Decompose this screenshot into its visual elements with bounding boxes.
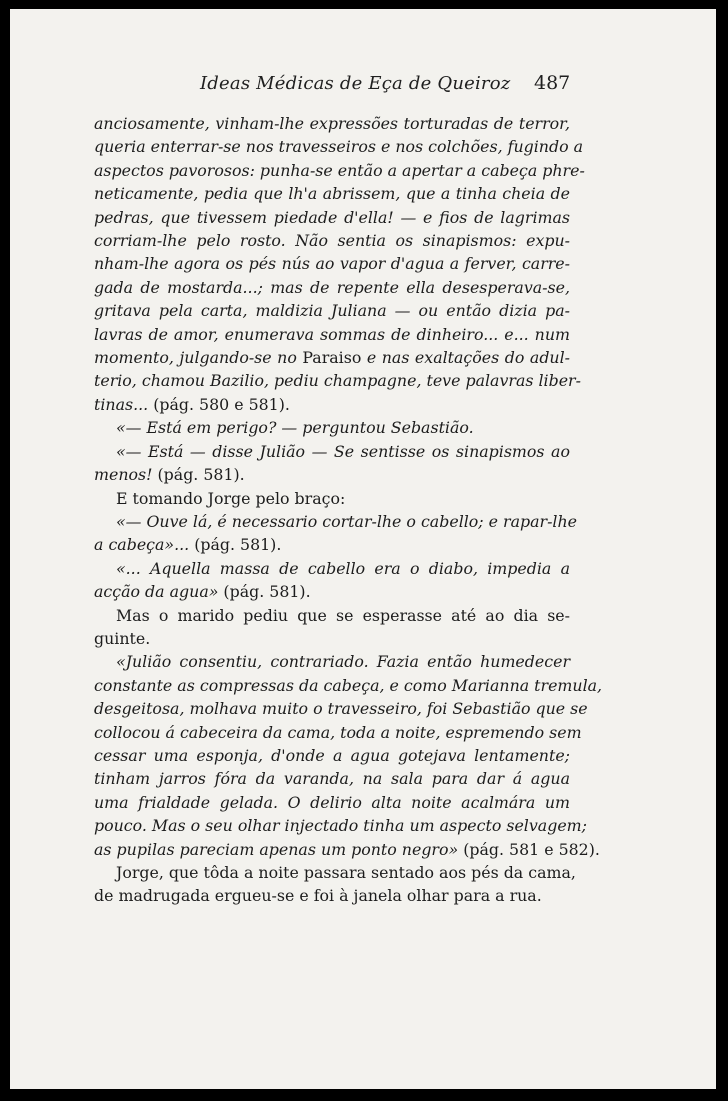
text-segment: queria enterrar-se nos travesseiros e nos colchões, fugindo a <box>94 137 584 157</box>
text-segment: terio, chamou Bazilio, pediu champagne, teve palavras liber- <box>94 371 581 391</box>
text-line <box>94 791 570 814</box>
text-segment: e nas exaltações do adul- <box>361 348 570 368</box>
text-segment: collocou á cabeceira da cama, toda a noite, espremendo sem <box>94 722 582 742</box>
text-line <box>94 112 570 135</box>
text-line <box>94 861 576 884</box>
page-header <box>10 73 716 103</box>
text-segment: (pág. 580 e 581). <box>153 394 290 414</box>
text-line <box>94 744 570 767</box>
text-line <box>94 440 570 463</box>
text-segment: (pág. 581). <box>157 465 245 485</box>
text-segment: aspectos pavorosos: punha-se então a apertar a cabeça phre- <box>94 160 585 180</box>
text-line <box>94 838 600 861</box>
text-segment: Paraiso <box>302 348 362 368</box>
text-line <box>94 697 588 720</box>
text-segment: gada de mostarda...; mas de repente ella desesperava-se, <box>94 277 570 297</box>
text-line <box>94 814 587 837</box>
page-number: 487 <box>534 72 571 94</box>
text-segment: «— Ouve lá, é necessario cortar-lhe o cabello; e rapar-lhe <box>116 511 577 531</box>
text-segment: «— Está em perigo? — perguntou Sebastião. <box>116 418 474 438</box>
text-line <box>94 463 570 486</box>
text-segment: tinham jarros fóra da varanda, na sala para dar á agua <box>94 769 570 789</box>
text-line <box>94 627 570 650</box>
text-line <box>94 510 577 533</box>
text-line <box>94 299 570 322</box>
text-line <box>94 229 570 252</box>
text-segment: nham-lhe agora os pés nús ao vapor d'agua a ferver, carre- <box>94 254 570 274</box>
text-line <box>94 674 603 697</box>
text-segment: «— Está — disse Julião — Se sentisse os sinapismos ao <box>116 441 570 461</box>
text-line <box>94 580 570 603</box>
text-segment: a cabeça»... <box>94 535 195 555</box>
text-segment: menos! <box>94 465 158 485</box>
text-line <box>94 323 570 346</box>
text-line <box>94 487 570 510</box>
body-text <box>94 112 603 908</box>
text-segment: Jorge, que tôda a noite passara sentado aos pés da cama, <box>116 863 576 882</box>
text-segment: guinte. <box>94 628 151 648</box>
text-line <box>94 393 570 416</box>
text-segment: constante as compressas da cabeça, e como Marianna tremula, <box>94 675 603 695</box>
text-segment: «Julião consentiu, contrariado. Fazia então humedecer <box>116 652 570 672</box>
book-page <box>10 9 716 1089</box>
text-segment: desgeitosa, molhava muito o travesseiro, foi Sebastião que se <box>94 699 588 719</box>
text-line <box>94 767 570 790</box>
text-line <box>94 533 570 556</box>
text-segment: momento, julgando-se no <box>94 348 303 368</box>
running-title: Ideas Médicas de Eça de Queiroz <box>200 73 511 94</box>
text-segment: (pág. 581). <box>223 582 311 602</box>
text-segment: de madrugada ergueu-se e foi à janela olhar para a rua. <box>94 886 542 906</box>
text-line <box>94 650 570 673</box>
text-line <box>94 884 570 907</box>
text-segment: uma frialdade gelada. O delirio alta noite acalmára um <box>94 792 570 812</box>
text-segment: acção da agua» <box>94 582 224 602</box>
text-segment: as pupilas pareciam apenas um ponto negro» <box>94 839 464 859</box>
text-segment: E tomando Jorge pelo braço: <box>116 488 346 508</box>
text-line <box>94 159 585 182</box>
text-segment: (pág. 581 e 582). <box>463 839 600 859</box>
text-line <box>94 135 584 158</box>
text-line <box>94 557 570 580</box>
text-line <box>94 276 570 299</box>
text-line <box>94 182 570 205</box>
text-line <box>94 206 570 229</box>
text-segment: gritava pela carta, maldizia Juliana — ou então dizia pa- <box>94 301 570 321</box>
text-segment: pouco. Mas o seu olhar injectado tinha um aspecto selvagem; <box>94 816 587 836</box>
text-segment: tinas... <box>94 394 154 414</box>
text-line <box>94 416 570 439</box>
text-segment: anciosamente, vinham-lhe expressões torturadas de terror, <box>94 114 570 133</box>
text-line <box>94 369 581 392</box>
text-segment: (pág. 581). <box>194 535 282 555</box>
text-segment: corriam-lhe pelo rosto. Não sentia os sinapismos: expu- <box>94 231 570 251</box>
text-segment: «... Aquella massa de cabello era o diabo, impedia a <box>116 558 570 578</box>
text-segment: neticamente, pedia que lh'a abrissem, que a tinha cheia de <box>94 184 570 204</box>
text-segment: lavras de amor, enumerava sommas de dinheiro... e... num <box>94 324 570 344</box>
text-line <box>94 252 570 275</box>
text-segment: Mas o marido pediu que se esperasse até ao dia se- <box>116 605 570 625</box>
text-line <box>94 604 570 627</box>
text-segment: cessar uma esponja, d'onde a agua gotejava lentamente; <box>94 745 570 765</box>
text-line <box>94 346 570 369</box>
text-line <box>94 721 582 744</box>
text-segment: pedras, que tivessem piedade d'ella! — e fios de lagrimas <box>94 207 570 227</box>
